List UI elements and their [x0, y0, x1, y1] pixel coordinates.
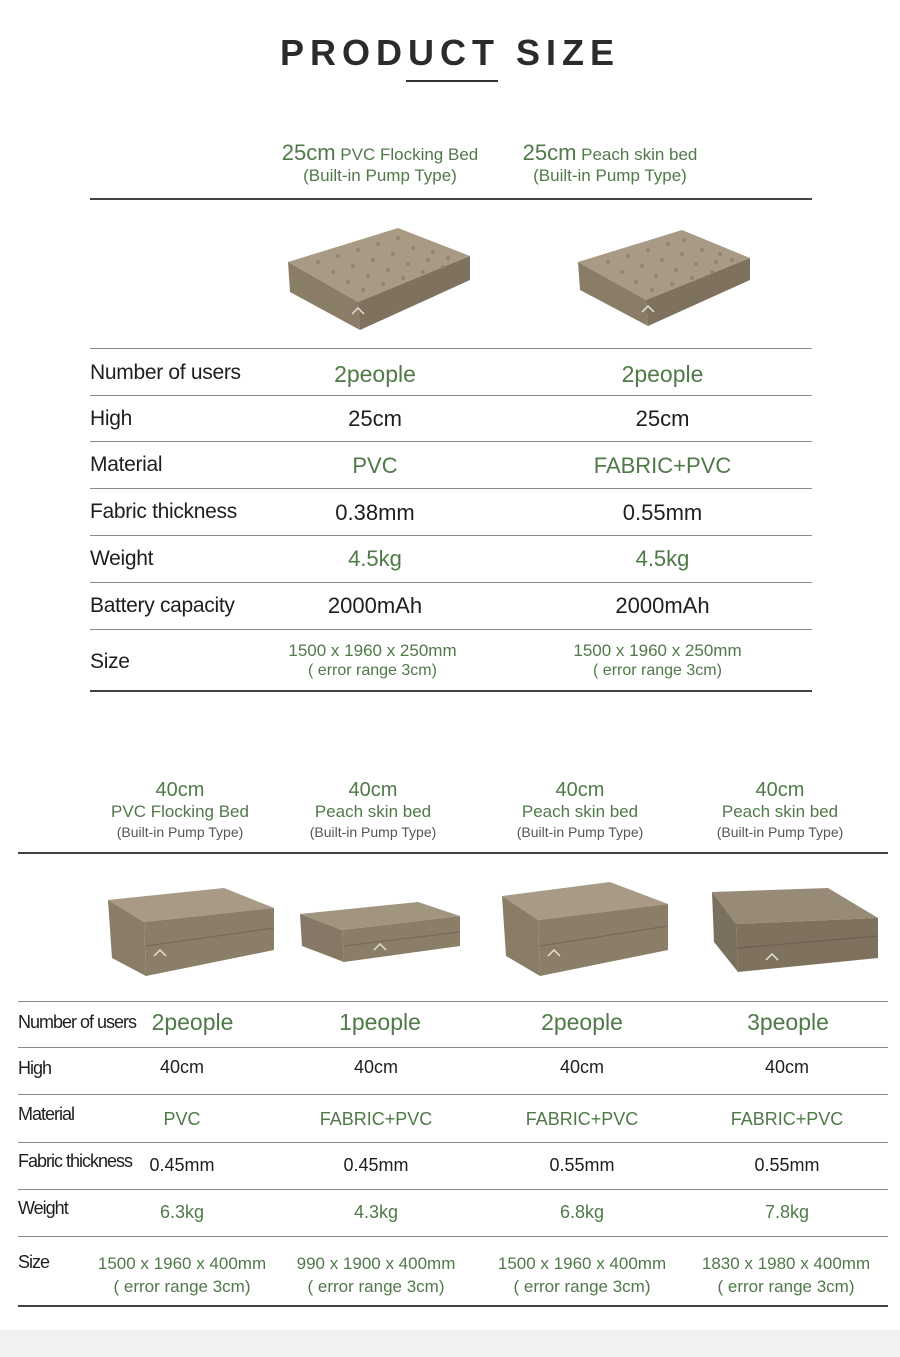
size-value: 1500 x 1960 x 400mm	[497, 1254, 667, 1273]
cell-value: 40cm	[353, 1057, 398, 1077]
cell-value: 0.55mm	[549, 1155, 615, 1175]
row-label: High	[90, 407, 132, 430]
row-divider	[18, 1047, 888, 1048]
cell-value	[686, 1252, 886, 1298]
cell-value: FABRIC+PVC	[525, 1109, 639, 1129]
cell-value	[482, 1252, 682, 1298]
row-divider	[18, 1094, 888, 1095]
size-value: 1830 x 1980 x 400mm	[701, 1254, 871, 1273]
row-label: High	[18, 1058, 52, 1078]
air-mattress-image	[572, 226, 752, 330]
column-name: PVC Flocking Bed	[340, 145, 479, 164]
row-label: Size	[90, 650, 130, 673]
cell-value: 2people	[541, 1009, 623, 1035]
cell-value: FABRIC+PVC	[593, 453, 732, 478]
column-header	[480, 142, 740, 186]
column-size: 25cm	[522, 140, 577, 165]
cell-value: PVC	[352, 453, 398, 478]
row-divider	[90, 348, 812, 349]
column-size: 40cm	[348, 779, 398, 801]
row-divider	[18, 1001, 888, 1002]
cell-value: 4.3kg	[353, 1202, 399, 1222]
air-mattress-image	[498, 880, 670, 980]
column-name: Peach skin bed	[314, 802, 432, 821]
cell-value: 40cm	[764, 1057, 809, 1077]
row-divider	[90, 395, 812, 396]
cell-value: 0.45mm	[149, 1155, 215, 1175]
cell-value: 4.5kg	[348, 546, 402, 571]
column-size: 40cm	[755, 779, 805, 801]
size-note: ( error range 3cm)	[307, 1277, 445, 1296]
column-size: 40cm	[155, 779, 205, 801]
header-divider	[90, 198, 812, 200]
size-value: 1500 x 1960 x 400mm	[97, 1254, 267, 1273]
column-type: (Built-in Pump Type)	[516, 824, 644, 840]
row-divider	[90, 629, 812, 630]
column-name: Peach skin bed	[521, 802, 639, 821]
row-label: Weight	[90, 547, 154, 570]
header-divider	[18, 852, 888, 854]
column-name: Peach skin bed	[721, 802, 839, 821]
row-divider	[18, 1142, 888, 1143]
air-mattress-image	[708, 884, 880, 976]
cell-value	[270, 641, 475, 681]
size-note: ( error range 3cm)	[513, 1277, 651, 1296]
cell-value: 40cm	[159, 1057, 204, 1077]
size-value: 990 x 1900 x 400mm	[296, 1254, 456, 1273]
table-bottom-border	[90, 690, 812, 692]
cell-value: 4.5kg	[635, 546, 690, 571]
cell-value: 2people	[334, 361, 416, 387]
air-mattress-image	[278, 222, 473, 334]
size-value: 1500 x 1960 x 250mm	[573, 641, 742, 660]
size-value: 1500 x 1960 x 250mm	[288, 641, 457, 660]
air-mattress-image	[298, 900, 462, 966]
page-title: PRODUCT SIZE	[279, 32, 620, 73]
cell-value: 3people	[747, 1009, 829, 1035]
column-header	[250, 142, 510, 186]
cell-value: 2people	[621, 361, 704, 387]
cell-value: 2000mAh	[615, 593, 710, 618]
row-label: Fabric thickness	[18, 1151, 133, 1171]
cell-value: 6.8kg	[559, 1202, 605, 1222]
row-divider	[90, 582, 812, 583]
cell-value: 2people	[151, 1009, 234, 1035]
column-type: (Built-in Pump Type)	[533, 166, 687, 185]
footer-band	[0, 1330, 900, 1357]
size-note: ( error range 3cm)	[593, 662, 722, 679]
row-label: Size	[18, 1252, 50, 1272]
column-name: PVC Flocking Bed	[111, 802, 249, 821]
row-divider	[18, 1189, 888, 1190]
cell-value: 0.55mm	[622, 500, 703, 525]
row-label: Number of users	[18, 1012, 137, 1032]
cell-value: 25cm	[635, 406, 690, 431]
cell-value: 7.8kg	[764, 1202, 810, 1222]
size-note: ( error range 3cm)	[113, 1277, 251, 1296]
cell-value: FABRIC+PVC	[730, 1109, 844, 1129]
column-type: (Built-in Pump Type)	[116, 824, 244, 840]
column-header	[85, 780, 275, 843]
cell-value: PVC	[163, 1109, 201, 1129]
cell-value	[555, 641, 760, 681]
cell-value	[276, 1252, 476, 1298]
column-header	[485, 780, 675, 843]
cell-value: 0.45mm	[343, 1155, 409, 1175]
column-header	[685, 780, 875, 843]
row-label: Battery capacity	[90, 594, 235, 617]
size-note: ( error range 3cm)	[308, 662, 437, 679]
row-divider	[90, 488, 812, 489]
row-label: Number of users	[90, 361, 241, 384]
cell-value: 0.38mm	[335, 500, 415, 525]
cell-value	[82, 1252, 282, 1298]
row-label: Fabric thickness	[90, 500, 237, 523]
cell-value: 0.55mm	[754, 1155, 820, 1175]
cell-value: 1people	[339, 1009, 421, 1035]
cell-value: FABRIC+PVC	[319, 1109, 433, 1129]
column-size: 40cm	[555, 779, 605, 801]
title-underline	[406, 80, 498, 82]
size-note: ( error range 3cm)	[717, 1277, 855, 1296]
row-label: Weight	[18, 1198, 68, 1218]
cell-value: 2000mAh	[327, 593, 423, 618]
cell-value: 6.3kg	[159, 1202, 205, 1222]
column-type: (Built-in Pump Type)	[303, 166, 457, 185]
row-label: Material	[90, 453, 163, 476]
row-divider	[90, 441, 812, 442]
row-divider	[18, 1236, 888, 1237]
row-label: Material	[18, 1104, 75, 1124]
column-name: Peach skin bed	[581, 145, 698, 164]
column-size: 25cm	[281, 140, 336, 165]
column-type: (Built-in Pump Type)	[309, 824, 437, 840]
column-header	[278, 780, 468, 843]
cell-value: 40cm	[559, 1057, 604, 1077]
air-mattress-image	[104, 886, 276, 980]
cell-value: 25cm	[348, 406, 402, 431]
table-bottom-border	[18, 1305, 888, 1307]
row-divider	[90, 535, 812, 536]
column-type: (Built-in Pump Type)	[716, 824, 844, 840]
